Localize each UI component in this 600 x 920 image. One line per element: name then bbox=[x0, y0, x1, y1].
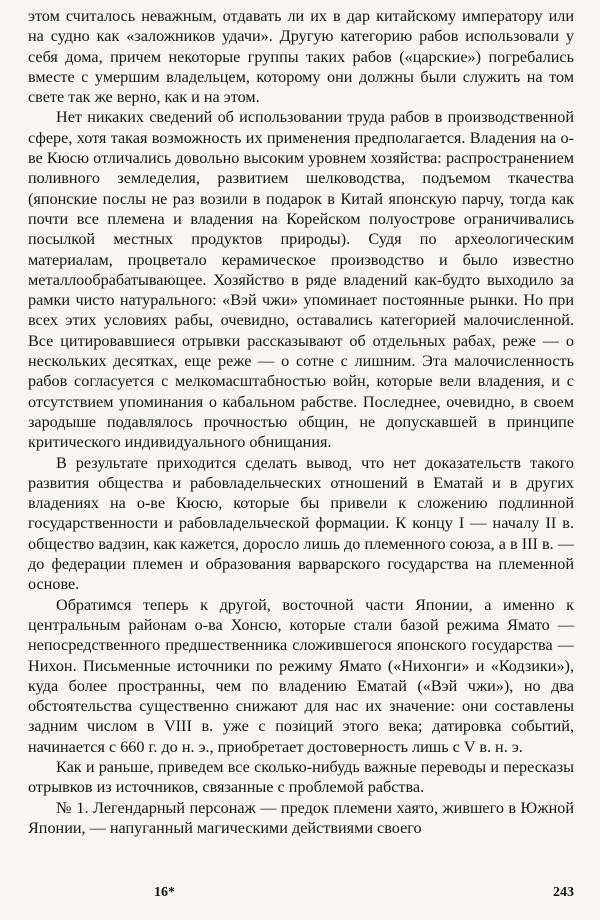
paragraph-2: Нет никаких сведений об использовании труда рабов в производственной сфере, хотя такая возможность их применения предполагается. Владения на о-ве Кюсю отличались довольно высоким уровнем хозяйства: распространением поливного земледелия, развитием шелководства, подъемом ткачества (японские послы не раз возили в подарок в Китай японскую парчу, тогда как почти все племена и владения на Корейском полуострове ограничивались посылкой местных продуктов природы). Судя по археологическим материалам, процветало керамическое производство и было известно металлообрабатывающее. Хозяйство в ряде владений как-будто выходило за рамки чисто натурального: «Вэй чжи» упоминает постоянные рынки. Но при всех этих условиях рабы, очевидно, оставались категорией малочисленной. Все цитировавшиеся отрывки рассказывают об отдельных рабах, реже — о нескольких десятках, еще реже — о сотне с лишним. Эта малочисленность рабов согласуется с мелкомасштабностью войн, которые вели владения, и с отсутствием упоминания о кабальном рабстве. Последнее, очевидно, в своем зародыше подавлялось прочностью общин, не допускавшей в принципе критического индивидуального обнищания. bbox=[28, 108, 574, 452]
page-number: 243 bbox=[553, 885, 574, 900]
paragraph-1: этом считалось неважным, отдавать ли их в дар китайскому императору или на судно как «заложников удачи». Другую категорию рабов использовали у себя дома, причем некоторые группы таких рабов («царские») погребались вместе с умершим владельцем, которому они должны были служить на том свете так же верно, как и на этом. bbox=[28, 7, 574, 107]
body-text bbox=[28, 6, 574, 838]
paragraph-3: В результате приходится сделать вывод, что нет доказательств такого развития общества и рабовладельческих отношений в Ематай и в других владениях на о-ве Кюсю, которые бы привели к сложению подлинной государственности и рабовладельческой формации. К концу I — началу II в. общество вадзин, как кажется, доросло лишь до племенного союза, а в III в. — до федерации племен и образования варварского государства на племенной основе. bbox=[28, 453, 574, 594]
paragraph-6: № 1. Легендарный персонаж — предок племени хаято, жившего в Южной Японии, — напуганный магическими действиями своего bbox=[28, 798, 574, 837]
printer-signature: 16* bbox=[154, 885, 175, 900]
paragraph-5: Как и раньше, приведем все сколько-нибудь важные переводы и пересказы отрывков из источников, связанные с проблемой рабства. bbox=[28, 757, 574, 797]
paragraph-4: Обратимся теперь к другой, восточной части Японии, а именно к центральным районам о-ва Хонсю, которые стали базой режима Ямато — непосредственного предшественника сложившегося японского государства — Нихон. Письменные источники по режиму Ямато («Нихонги» и «Кодзики»), куда более пространны, чем по владению Ематай («Вэй чжи»), но два обстоятельства существенно снижают для нас их значение: они составлены задним числом в VIII в. уже с позиций этого века; датировка событий, начинается с 660 г. до н. э., приобретает достоверность лишь с V в. н. э. bbox=[28, 595, 574, 756]
